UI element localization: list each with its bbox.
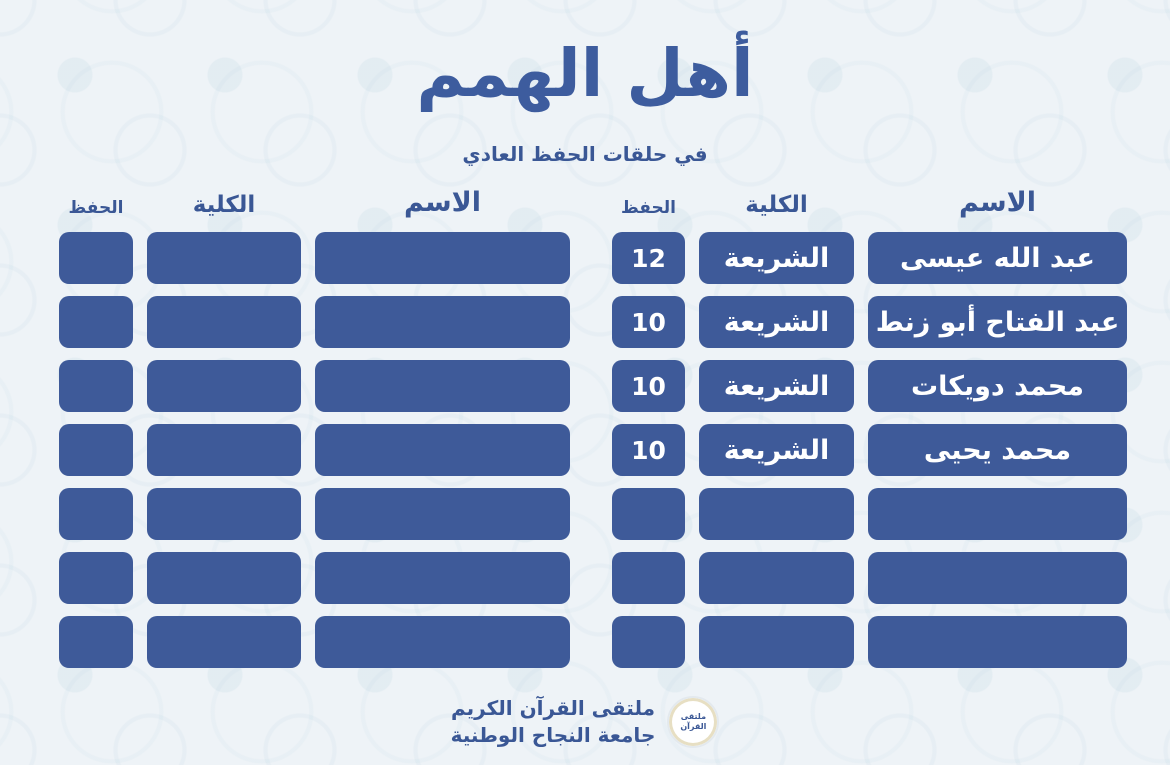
college-cell [699,552,854,604]
quran-forum-logo-icon [667,696,719,748]
name-cell: محمد دويكات [868,360,1127,412]
college-cell: الشريعة [699,360,854,412]
right-column-header-college: الكلية [745,192,808,218]
hifz-cell [612,552,685,604]
hifz-cell [59,360,133,412]
hifz-cell [612,488,685,540]
college-cell [147,232,301,284]
hifz-cell: 10 [612,360,685,412]
name-cell [315,232,570,284]
name-cell [315,616,570,668]
college-cell [147,552,301,604]
college-cell: الشريعة [699,232,854,284]
right-column-header-name: الاسم [958,187,1037,218]
name-cell: عبد الفتاح أبو زنط [868,296,1127,348]
left-column-header-name: الاسم [403,187,482,218]
hifz-cell [59,232,133,284]
hifz-cell [59,552,133,604]
college-cell [147,296,301,348]
college-cell: الشريعة [699,296,854,348]
college-cell [699,488,854,540]
hifz-cell: 10 [612,424,685,476]
page-title: أهل الهمم [416,35,754,112]
footer [0,695,1170,749]
footer-organization [451,695,656,749]
name-cell [868,616,1127,668]
footer-org-line2: جامعة النجاح الوطنية [450,723,656,747]
name-cell: محمد يحيى [868,424,1127,476]
logo-calligraphy-text: ملتقى القرآن [680,712,707,731]
hifz-cell [59,488,133,540]
name-cell [315,552,570,604]
hifz-cell: 12 [612,232,685,284]
left-table [58,187,570,668]
left-column-header-college: الكلية [192,192,256,218]
name-cell [868,488,1127,540]
name-cell [868,552,1127,604]
college-cell [147,360,301,412]
hifz-cell [59,424,133,476]
name-cell: عبد الله عيسى [868,232,1127,284]
right-column-header-hifz: الحفظ [621,198,676,218]
hifz-cell [59,616,133,668]
college-cell: الشريعة [699,424,854,476]
hifz-cell [612,616,685,668]
college-cell [147,424,301,476]
right-table [612,187,1127,668]
footer-org-line1: ملتقى القرآن الكريم [450,696,656,720]
name-cell [315,424,570,476]
header [0,8,1170,166]
college-cell [147,488,301,540]
name-cell [315,296,570,348]
college-cell [699,616,854,668]
college-cell [147,616,301,668]
name-cell [315,488,570,540]
page-subtitle: في حلقات الحفظ العادي [462,142,708,166]
hifz-cell: 10 [612,296,685,348]
left-column-header-hifz: الحفظ [68,198,124,218]
hifz-cell [59,296,133,348]
name-cell [315,360,570,412]
